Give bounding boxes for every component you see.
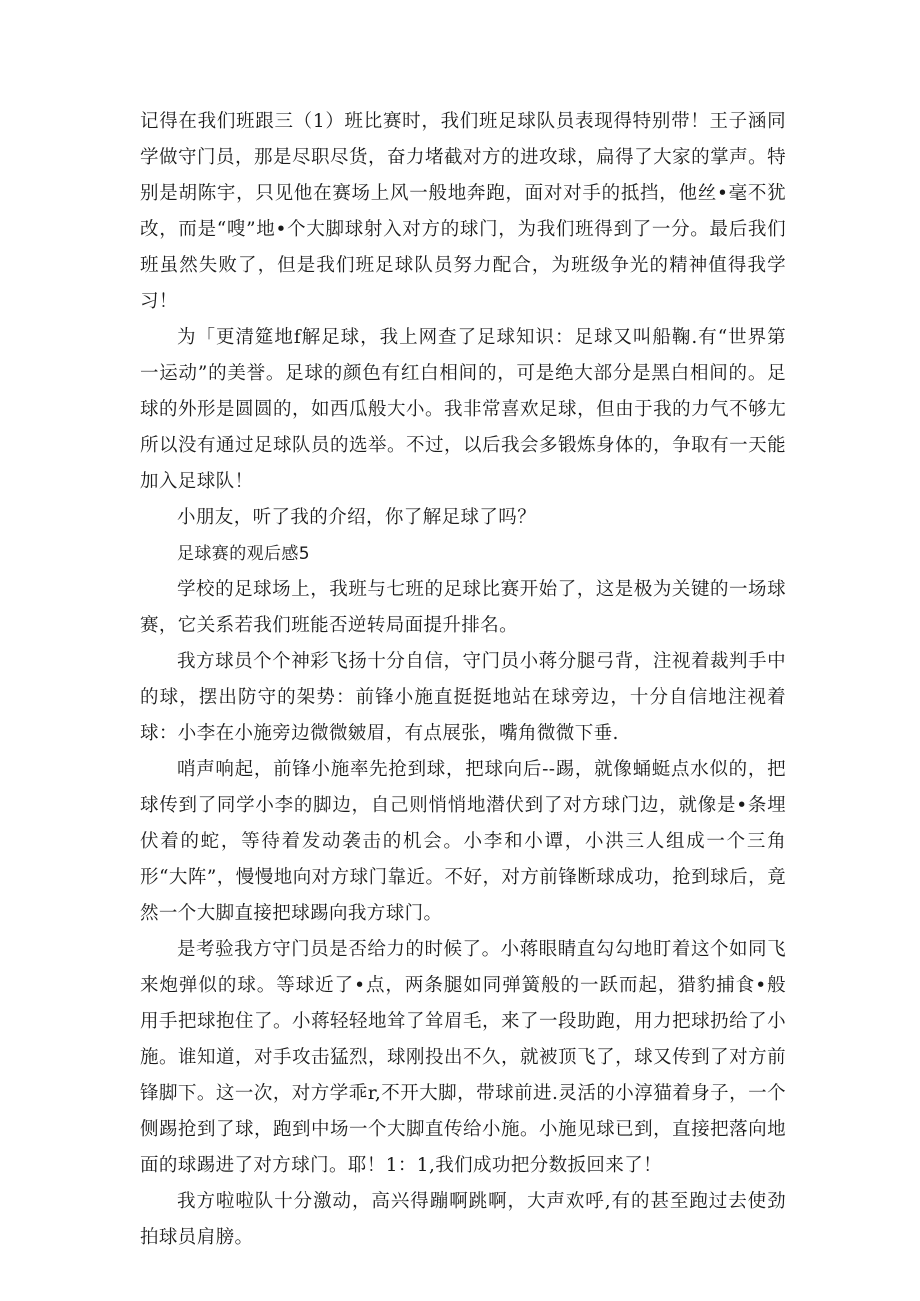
paragraph-match-recollection: 记得在我们班跟三（1）班比赛时，我们班足球队员表现得特别带！王子涵同学做守门员，那是尽职尽货，奋力堵截对方的进攻球，扁得了大家的掌声。特别是胡陈宇，只见他在赛场上风一般地奔跑，面对对手的抵挡，他丝•毫不犹改，而是“嗖”地•个大脚球射入对方的球门，为我们班得到了一分。最后我们班虽然失败了，但是我们班足球队员努力配合，为班级争光的精神值得我学习！: [140, 111, 786, 312]
paragraph-match-start: 学校的足球场上，我班与七班的足球比赛开始了，这是极为关键的一场球赛，它关系若我们班能否逆转局面提升排名。: [140, 579, 786, 636]
paragraph-football-knowledge: 为「更清筵地f解足球，我上网查了足球知识：足球又叫船鞠.有“世界第一运动”的美誉。足球的颜色有红白相间的，可是绝大部分是黑白相间的。足球的外形是圆圆的，如西瓜般大小。我非常喜欢足球，但由于我的力气不够尢所以没有通过足球队员的选举。不过，以后我会多锻炼身体的，争取有一天能加入足球队！: [140, 327, 786, 492]
paragraph-players-ready: 我方球员个个神彩飞扬十分自信，守门员小蒋分腿弓背，注视着裁判手中的球，摆出防守的架势：前锋小施直挺挺地站在球旁边，十分自信地注视着球：小李在小施旁边微微皴眉，有点展张，嘴角微微下垂.: [140, 651, 786, 744]
document-body: [140, 104, 786, 1256]
paragraph-goalkeeper: 是考验我方守门员是否给力的时候了。小蒋眼睛直勾勾地盯着这个如同飞来炮弹似的球。等球近了•点，两条腿如同弹簧般的一跃而起，猎豹捕食•般用手把球抱住了。小蒋轻轻地耸了耸眉毛，来了一段助跑，用力把球扔给了小施。谁知道，对手攻击猛烈，球刚投出不久，就被顶飞了，球又传到了对方前锋脚下。这一次，对方学乖r,不开大脚，带球前进.灵活的小淳猫着身子，一个侧踢抢到了球，跑到中场一个大脚直传给小施。小施见球已到，直接把落向地面的球踢进了对方球门。耶！1：1,我们成功把分数扳回来了！: [140, 939, 786, 1176]
paragraph-question: 小朋友，听了我的介绍，你了解足球了吗？: [177, 507, 537, 528]
section-title: 足球赛的观后感5: [177, 544, 311, 564]
paragraph-whistle: 哨声响起，前锋小施率先抢到球，把球向后--踢，就像蛹蜓点水似的，把球传到了同学小李的脚边，自己则悄悄地潜伏到了对方球门边，就像是•条埋伏着的蛇，等待着发动袭击的机会。小李和小谭，小洪三人组成一个三角形“大阵”，慢慢地向对方球门靠近。不好，对方前锋断球成功，抢到球后，竟然一个大脚直接把球踢向我方球门。: [140, 759, 786, 924]
paragraph-cheerleaders: 我方啦啦队十分激动，高兴得蹦啊跳啊，大声欢呼,有的甚至跑过去使劲拍球员肩膀。: [140, 1191, 786, 1248]
